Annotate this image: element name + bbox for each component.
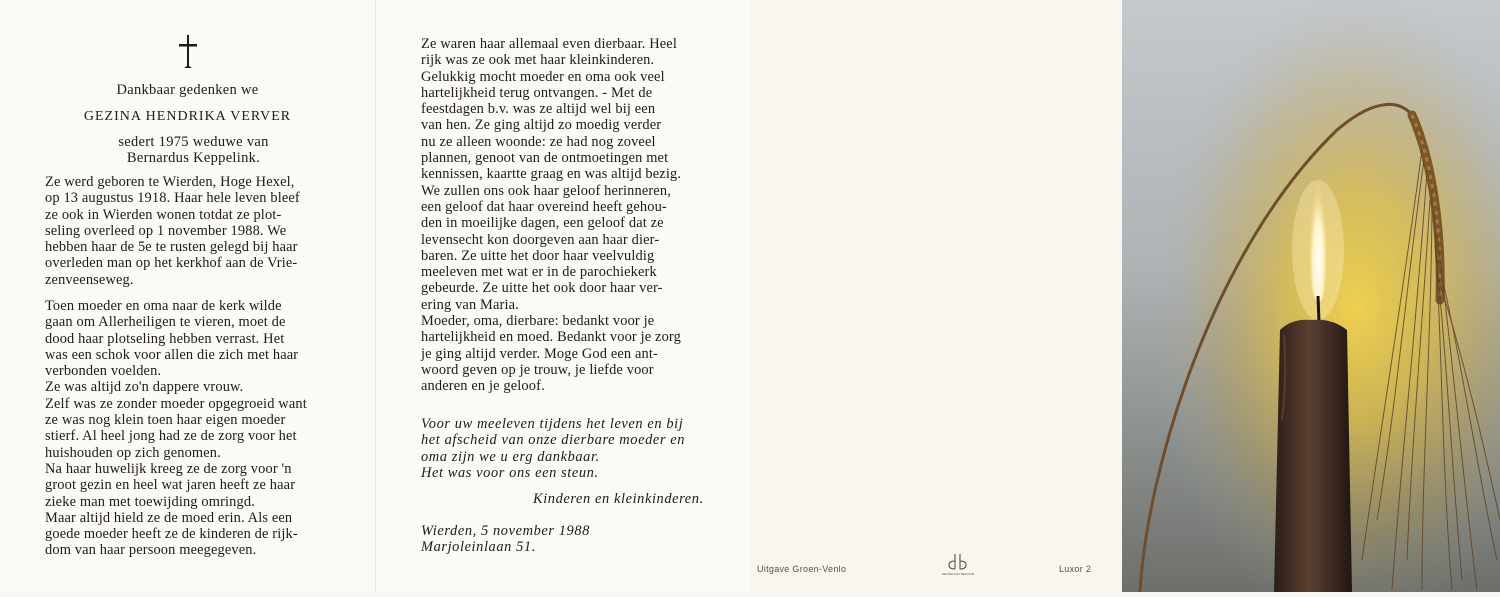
text-line: was een schok voor allen die zich met haar [45,346,299,363]
series-label: Luxor 2 [1059,564,1092,574]
publisher-label: Uitgave Groen-Venlo [757,564,847,574]
text-line: woord geven op je trouw, je liefde voor [421,361,654,378]
text-line: overleden man op het kerkhof aan de Vrie- [45,255,298,272]
widow-line-2: Bernardus Keppelink. [126,150,261,166]
text-line: ze was nog klein toen haar eigen moeder [45,412,286,429]
text-line: We zullen ons ook haar geloof herinneren, [421,182,671,199]
text-line: Het was voor ons een steun. [421,464,599,481]
text-line: Ze was altijd zo'n dappere vrouw. [45,379,244,396]
signature: Kinderen en kleinkinderen. [533,491,704,507]
place-date: Wierden, 5 november 1988 [421,523,590,539]
text-line: Maar altijd hield ze de moed erin. Als een [45,509,293,526]
candle-photo [1122,0,1500,592]
text-line: op 13 augustus 1918. Haar hele leven bleef [45,190,300,207]
back-page [750,0,1122,592]
text-line: plannen, genoot van de ontmoetingen met [421,150,669,167]
text-line: van hen. Ze ging altijd zo moedig verder [421,117,662,134]
text-line: kennissen, kaartte graag en was altijd bezig. [421,166,682,183]
text-line: goede moeder heeft ze de kinderen de rijk- [45,526,298,543]
text-line: Moeder, oma, dierbare: bedankt voor je [421,313,655,330]
text-line: Ze werd geboren te Wierden, Hoge Hexel, [45,174,295,190]
biography-paragraph-1 [45,174,300,288]
text-line: groot gezin en heel wat jaren heeft ze haar [45,477,296,494]
left-page [0,0,376,592]
text-line: nu ze alleen woonde: ze had nog zoveel [421,133,656,150]
text-line: oma zijn we u erg dankbaar. [421,448,600,465]
text-line: anderen en je geloof. [421,378,545,395]
tribute-text [421,36,681,395]
text-line: dood haar plotseling hebben verrast. Het [45,330,285,347]
text-line: Na haar huwelijk kreeg ze de zorg voor 'n [45,460,292,477]
text-line: het afscheid van onze dierbare moeder en [421,432,686,449]
heading: Dankbaar gedenken we [116,82,259,98]
text-line: hartelijkheid en moed. Bedankt voor je zorg [421,329,681,346]
text-line: stierf. Al heel jong had ze de zorg voor het [45,428,297,445]
text-line: hartelijkheid terug ontvangen. - Met de [421,84,653,101]
text-line: gaan om Allerheiligen te vieren, moet de [45,314,286,331]
candle-with-wheat-ear-image [1122,0,1500,592]
publisher-logo [941,552,975,582]
widow-line-1: sedert 1975 weduwe van [118,134,269,150]
text-line: meeleven met wat er in de parochiekerk [421,264,657,281]
deceased-name: GEZINA HENDRIKA VERVER [83,109,292,124]
text-line: seling overleed op 1 november 1988. We [45,222,287,239]
text-line: zenveenseweg. [45,271,134,288]
text-line: den in moeilijke dagen, een geloof dat ze [421,215,664,232]
address: Marjoleinlaan 51. [421,539,536,555]
text-line: hebben haar de 5e te rusten gelegd bij haar [45,239,298,256]
text-line: Toen moeder en oma naar de kerk wilde [45,298,282,314]
biography-paragraph-2 [45,298,307,559]
text-line: huishouden op zich genomen. [45,444,221,461]
text-line: verbonden voelden. [45,363,162,380]
middle-page [376,0,750,592]
text-line: feestdagen b.v. was ze altijd wel bij een [421,101,656,118]
text-line: Ze waren haar allemaal even dierbaar. Heel [421,36,677,52]
text-line: je ging altijd verder. Moge God een ant- [421,345,658,362]
text-line: levensecht kon doorgeven aan haar dier- [421,231,660,248]
text-line: gebeurde. Ze uitte het ook door haar ver- [421,280,663,297]
thanks-text [421,416,685,481]
text-line: Zelf was ze zonder moeder opgegroeid want [45,395,307,412]
text-line: dom van haar persoon meegegeven. [45,542,257,559]
text-line: baren. Ze uitte het door haar veelvuldig [421,247,655,264]
text-line: Gelukkig mocht moeder en oma ook veel [421,68,665,85]
text-line: een geloof dat haar overeind heeft gehou- [421,198,667,215]
text-line: Voor uw meeleven tijdens het leven en bij [421,416,684,432]
text-line: ering van Maria. [421,296,519,313]
cross-icon [176,34,200,70]
text-line: rijk was ze ook met haar kleinkinderen. [421,52,655,69]
text-line: ze ook in Wierden wonen totdat ze plot- [45,206,282,223]
text-line: zieke man met toewijding omringd. [45,493,255,510]
logo-text: DEUSELAGA BELGIUM [941,572,975,576]
